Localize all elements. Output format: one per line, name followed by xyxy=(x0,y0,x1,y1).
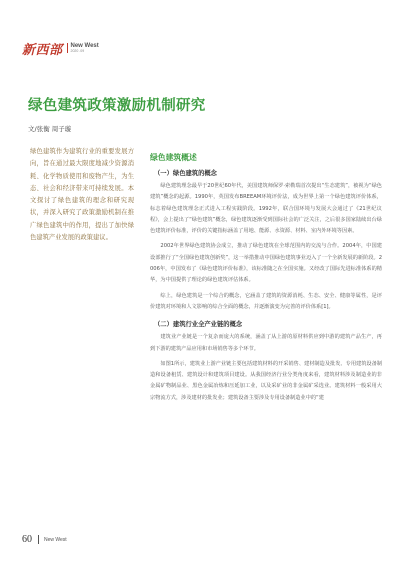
article-abstract: 绿色建筑作为建筑行业的重要发展方向，旨在通过最大限度地减少资源消耗、化学物质使用和废物产生，为生态、社会和经济带来可持续发展。本文探讨了绿色建筑的理念和研究现状，并深入研究了政策激励机制在推广绿色建筑中的作用，提出了加快绿色建筑产业发展的政策建议。 xyxy=(30,148,134,242)
magazine-logo-en-block xyxy=(67,43,99,54)
article-body xyxy=(150,152,382,404)
body-paragraph: 2002年世界绿色建筑协会成立，推动了绿色建筑在全球范围内的交流与合作。2004年，中国建设部推行了“全国绿色建筑创新奖”，这一举措推动中国绿色建筑事业迈入了一个全新发展的新阶段。2006年，中国发布了《绿色建筑评价标准》，该标准随之在全国实施。又经改了国际先进标准体系的精华，为中国提供了理论的绿色建筑评估体系。 xyxy=(150,243,382,284)
subsection-title: （二）建筑行业全产业链的概念 xyxy=(154,321,243,329)
magazine-header xyxy=(22,36,99,60)
issue-number: 2020 .09 xyxy=(70,48,85,53)
footer-publication: New West xyxy=(44,536,67,543)
magazine-logo: 新西部 xyxy=(22,42,63,58)
article-authors: 文/张衡 周子璇 xyxy=(28,125,72,133)
body-paragraph: 建筑业产业链是一个复杂而庞大的系统，涵盖了从上游的原材料供应到中游的建筑产品生产，再到下游的建筑产品应用和市场销售等多个环节。 xyxy=(150,334,382,352)
magazine-name-en: New West xyxy=(70,42,99,49)
subsection-title: （一）绿色建筑的概念 xyxy=(154,170,217,177)
page-footer xyxy=(22,534,67,545)
section-title: 绿色建筑概述 xyxy=(150,153,197,162)
body-paragraph: 如图1所示，建筑业上游产业链主要包括建筑材料的开采销售、建材制造及批发、专用建筑设备制造和设备租赁、建筑设计和建筑项目建设。从我国经济行业分类角度来看，建筑材料涉及制造业的非金属矿物制品业、黑色金属冶炼和压延加工业，以及采矿业的非金属矿采选业。建筑材料一般采用大宗物流方式，涉及建材的批发业；建筑设备主要涉及专用设备制造业中的“建 xyxy=(150,360,382,401)
footer-divider xyxy=(38,535,39,544)
page-number: 60 xyxy=(22,534,32,545)
article-title: 绿色建筑政策激励机制研究 xyxy=(28,98,206,114)
paragraph-gap xyxy=(150,313,382,317)
body-paragraph: 绿色建筑理念最早于20世纪60年代，美国建筑师保罗·索勒瑞首次提出“生态建筑”，被视为“绿色建筑”概念的起源。1990年，英国发布BREEAM环境评价法，成为世界上第一个绿色建筑评价体系，标志着绿色建筑理念正式进入工程实践阶段。1992年，联合国环境与发展大会通过了《21世纪议程》，会上提出了“绿色建筑”概念，绿色建筑逐渐受到国际社会的广泛关注，之后很多国家陆续出台绿色建筑评价标准，评价的关键指标涵盖了用地、能源、水资源、材料、室内外环境等因素。 xyxy=(150,183,382,235)
body-paragraph: 综上，绿色建筑是一个综合的概念，它涵盖了建筑的资源消耗、生态、安全、健康等属性，是评价建筑对环境和人文影响的综合全面的概念，并逐渐演变为完善的评价体系[1]。 xyxy=(150,292,382,310)
